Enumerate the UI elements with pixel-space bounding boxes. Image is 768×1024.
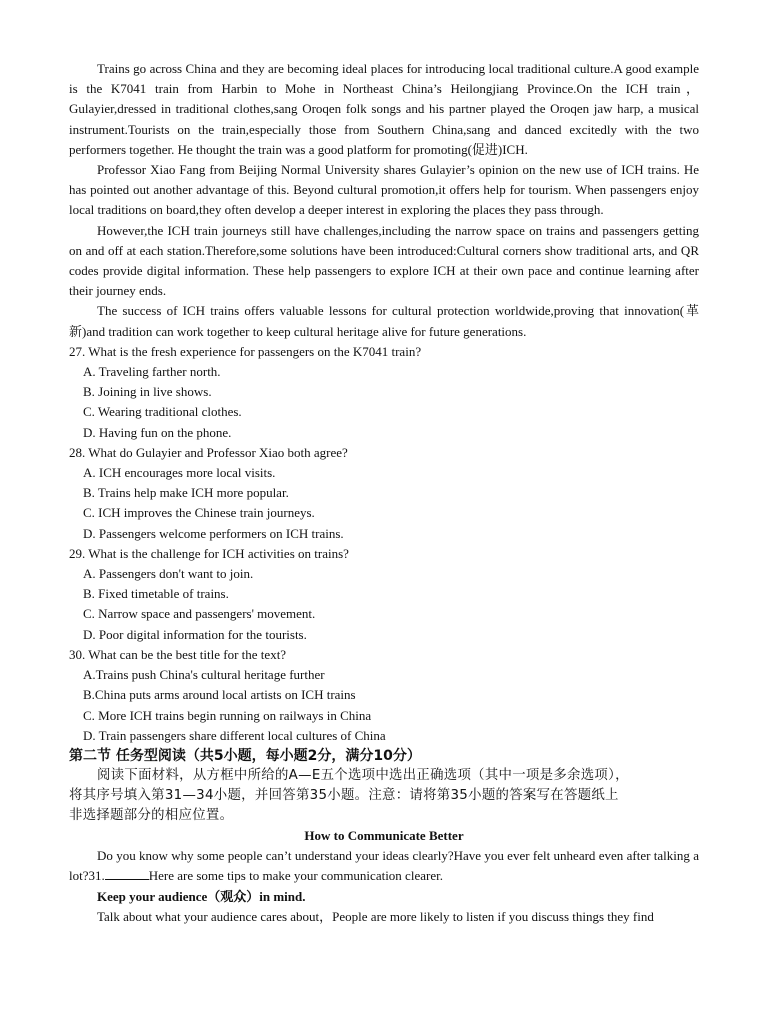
option-a: A. ICH encourages more local visits. xyxy=(83,465,276,481)
instruction-line-3: 非选择题部分的相应位置。 xyxy=(69,807,234,823)
question-28 xyxy=(69,443,699,544)
question-stem: 29. What is the challenge for ICH activities on trains? xyxy=(69,545,349,561)
question-stem: 27. What is the fresh experience for passengers on the K7041 train? xyxy=(69,343,422,359)
option-b: B.China puts arms around local artists on ICH trains xyxy=(83,687,356,703)
option-d: D. Passengers welcome performers on ICH trains. xyxy=(83,525,344,541)
article-title: How to Communicate Better xyxy=(304,827,464,843)
question-stem: 28. What do Gulayier and Professor Xiao both agree? xyxy=(69,444,348,460)
passage-paragraph-2: Professor Xiao Fang from Beijing Normal University shares Gulayier’s opinion on the new use of ICH trains. He has pointed out another advantage of this. Beyond cultural promotion,it offers help for tourism. When passengers enjoy local traditions on board,they often develop a deeper interest in exploring the places they pass through. xyxy=(69,162,699,218)
section-heading: 第二节 任务型阅读（共5小题，每小题2分，满分10分） xyxy=(69,747,421,764)
option-b: B. Joining in live shows. xyxy=(83,384,212,400)
option-c: C. More ICH trains begin running on railways in China xyxy=(83,707,372,723)
option-a: A. Traveling farther north. xyxy=(83,364,221,380)
article-intro xyxy=(69,846,699,886)
passage-paragraph-3: However,the ICH train journeys still have challenges,including the narrow space on trains and passengers getting on and off at each station.Therefore,some solutions have been introduced:Cultural corners show traditional arts, and QR codes provide digital information. These help passengers to explore ICH at their own pace and continue learning after their journey ends. xyxy=(69,222,699,299)
option-b: B. Fixed timetable of trains. xyxy=(83,586,229,602)
question-30 xyxy=(69,645,699,746)
article-subheading: Keep your audience（观众）in mind. xyxy=(97,888,306,904)
option-d: D. Train passengers share different local cultures of China xyxy=(83,727,386,743)
option-d: D. Poor digital information for the tourists. xyxy=(83,626,307,642)
option-a: A.Trains push China's cultural heritage further xyxy=(83,667,325,683)
question-stem: 30. What can be the best title for the text? xyxy=(69,646,287,662)
instruction-line-1: 阅读下面材料，从方框中所给的A—E五个选项中选出正确选项（其中一项是多余选项）， xyxy=(97,767,629,783)
option-a: A. Passengers don't want to join. xyxy=(83,566,254,582)
intro-text: Do you know why some people can’t understand your ideas clearly?Have you ever felt unheard even after talking a lot?31. xyxy=(69,848,699,884)
question-27 xyxy=(69,342,699,443)
option-b: B. Trains help make ICH more popular. xyxy=(83,485,289,501)
answer-blank-31[interactable] xyxy=(105,867,149,880)
intro-text-after: Here are some tips to make your communication clearer. xyxy=(148,868,443,884)
exam-page xyxy=(69,59,699,927)
option-c: C. Wearing traditional clothes. xyxy=(83,404,242,420)
passage-paragraph-1: Trains go across China and they are becoming ideal places for introducing local traditional culture.A good example is the K7041 train from Harbin to Mohe in Northeast China’s Heilongjiang Province.On the ICH train，Gulayier,dressed in traditional clothes,sang Oroqen folk songs and his partner played the Oroqen jaw harp, a musical instrument.Tourists on the train,especially those from Southern China,sang and danced excitedly with the two performers together. He thought the train was a good platform for promoting(促进)ICH. xyxy=(69,61,699,157)
question-29 xyxy=(69,544,699,645)
option-c: C. Narrow space and passengers' movement. xyxy=(83,606,316,622)
article-last-line: Talk about what your audience cares about，People are more likely to listen if you discuss things they find xyxy=(97,908,654,924)
passage-paragraph-4: The success of ICH trains offers valuable lessons for cultural protection worldwide,proving that innovation(革新)and tradition can work together to keep cultural heritage alive for future generations. xyxy=(69,303,699,339)
instruction-line-2: 将其序号填入第31—34小题，并回答第35小题。注意：请将第35小题的答案写在答题纸上 xyxy=(69,787,619,803)
option-c: C. ICH improves the Chinese train journeys. xyxy=(83,505,315,521)
option-d: D. Having fun on the phone. xyxy=(83,424,232,440)
